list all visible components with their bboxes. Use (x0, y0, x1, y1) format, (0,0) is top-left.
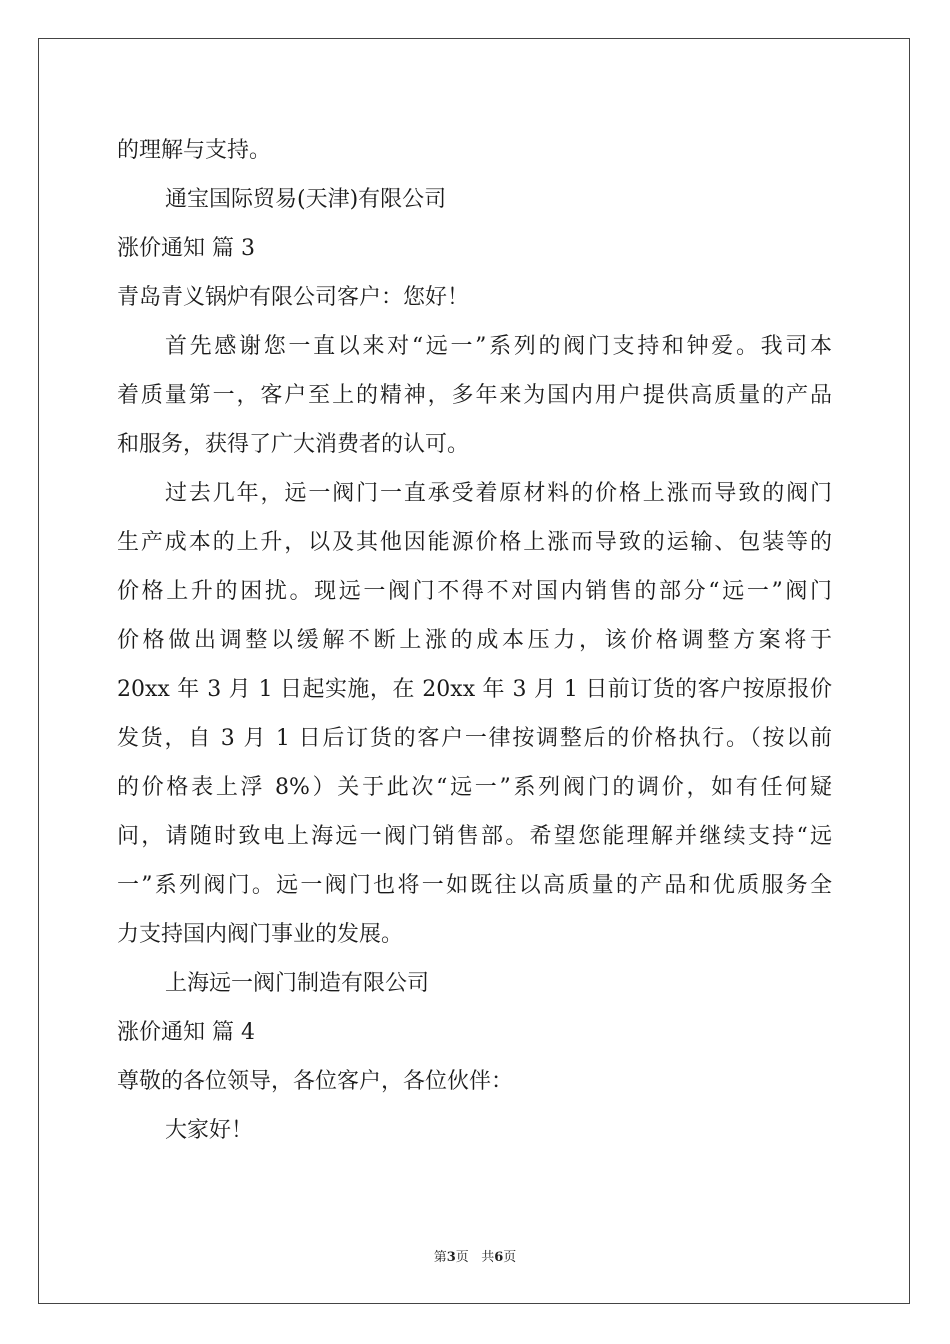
page-footer (0, 1246, 950, 1265)
paragraph-line: 生产成本的上升，以及其他因能源价格上涨而导致的运输、包装等的 (117, 530, 832, 555)
paragraph-line: 力支持国内阀门事业的发展。 (117, 922, 404, 947)
paragraph-line: 的理解与支持。 (117, 138, 272, 163)
paragraph-line: 着质量第一，客户至上的精神，多年来为国内用户提供高质量的产品 (117, 383, 832, 408)
section-heading: 涨价通知 篇 3 (117, 236, 255, 261)
paragraph-line: 的价格表上浮 8%）关于此次“远一”系列阀门的调价，如有任何疑 (117, 775, 832, 800)
paragraph-line: 20xx 年 3 月 1 日起实施，在 20xx 年 3 月 1 日前订货的客户按原报价 (117, 677, 832, 702)
salutation: 尊敬的各位领导，各位客户，各位伙伴： (117, 1069, 514, 1094)
paragraph-line: 价格上升的困扰。现远一阀门不得不对国内销售的部分“远一”阀门 (117, 579, 832, 604)
paragraph-line: 发货，自 3 月 1 日后订货的客户一律按调整后的价格执行。（按以前 (117, 726, 832, 751)
paragraph-line: 首先感谢您一直以来对“远一”系列的阀门支持和钟爱。我司本 (165, 334, 832, 359)
document-body (117, 126, 832, 1155)
total-suffix: 页 (503, 1250, 517, 1265)
signature-company: 上海远一阀门制造有限公司 (165, 971, 430, 996)
greeting: 大家好！ (165, 1118, 254, 1143)
paragraph-line: 价格做出调整以缓解不断上涨的成本压力，该价格调整方案将于 (117, 628, 832, 653)
paragraph-line: 和服务，获得了广大消费者的认可。 (117, 432, 470, 457)
section-heading: 涨价通知 篇 4 (117, 1020, 255, 1045)
salutation: 青岛青义锅炉有限公司客户：您好！ (117, 285, 470, 310)
signature-company: 通宝国际贸易(天津)有限公司 (165, 187, 447, 212)
paragraph-line: 过去几年，远一阀门一直承受着原材料的价格上涨而导致的阀门 (165, 481, 832, 506)
total-pages: 6 (494, 1250, 504, 1265)
page-prefix: 第 (433, 1250, 447, 1265)
paragraph-line: 问，请随时致电上海远一阀门销售部。希望您能理解并继续支持“远 (117, 824, 832, 849)
page-number: 3 (446, 1250, 456, 1265)
total-prefix: 共 (481, 1250, 495, 1265)
paragraph-line: 一”系列阀门。远一阀门也将一如既往以高质量的产品和优质服务全 (117, 873, 832, 898)
page-suffix: 页 (455, 1250, 469, 1265)
